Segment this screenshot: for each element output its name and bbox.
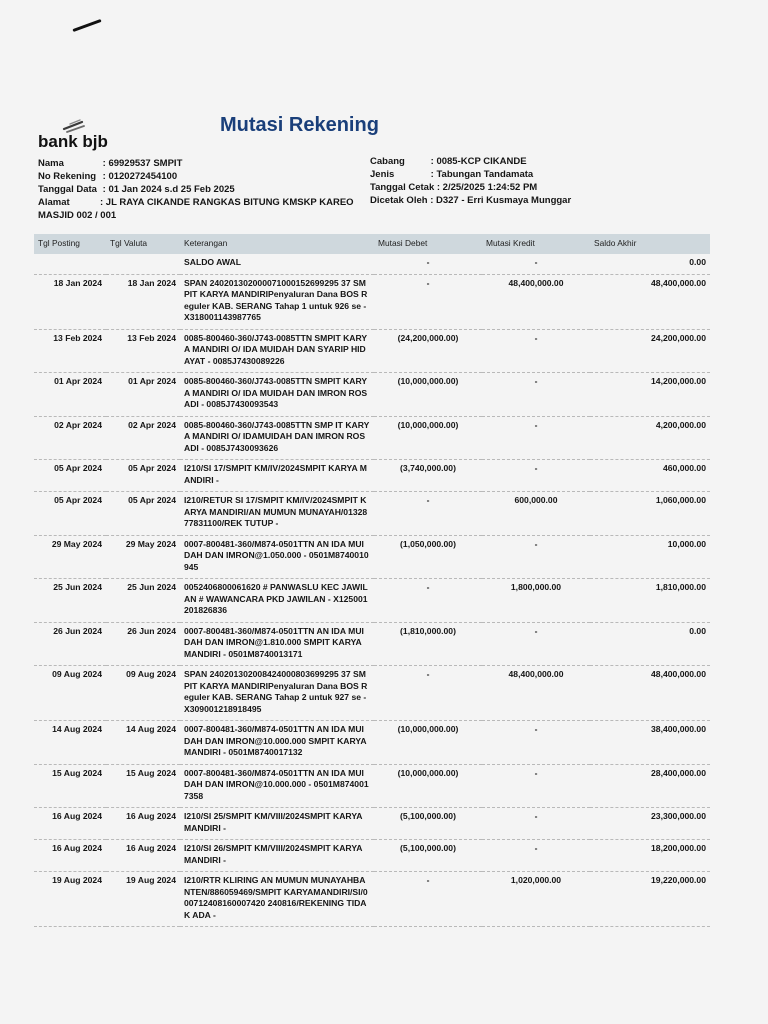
cell-mutasi-kredit: - — [482, 329, 590, 373]
cell-tgl-valuta: 02 Apr 2024 — [106, 416, 180, 460]
cell-keterangan: 0052406800061620 # PANWASLU KEC JAWILAN # WAWANCARA PKD JAWILAN - X125001201826836 — [180, 579, 374, 623]
cell-mutasi-kredit: - — [482, 808, 590, 840]
cell-mutasi-debet: (5,100,000.00) — [374, 840, 482, 872]
header-tgl-posting: Tgl Posting — [34, 234, 106, 254]
cell-keterangan: 0085-800460-360/J743-0085TTN SMPIT KARYA MANDIRI O/ IDA MUIDAH DAN SYARIP HIDAYAT - 0085J7430089226 — [180, 329, 374, 373]
cell-tgl-posting: 13 Feb 2024 — [34, 329, 106, 373]
cell-mutasi-kredit: 1,020,000.00 — [482, 872, 590, 927]
cell-tgl-valuta: 13 Feb 2024 — [106, 329, 180, 373]
transactions-table — [34, 234, 710, 927]
account-info-right — [370, 155, 750, 207]
cell-tgl-posting: 02 Apr 2024 — [34, 416, 106, 460]
cell-tgl-posting: 25 Jun 2024 — [34, 579, 106, 623]
cell-tgl-posting: 01 Apr 2024 — [34, 373, 106, 417]
cell-mutasi-kredit: - — [482, 622, 590, 666]
cell-saldo-akhir: 4,200,000.00 — [590, 416, 710, 460]
pen-mark — [72, 19, 101, 32]
header-mutasi-debet: Mutasi Debet — [374, 234, 482, 254]
cell-tgl-valuta: 19 Aug 2024 — [106, 872, 180, 927]
info-row-jenis — [370, 168, 750, 181]
info-label: Dicetak Oleh — [370, 195, 428, 206]
cell-saldo-akhir: 19,220,000.00 — [590, 872, 710, 927]
table-header-row — [34, 234, 710, 254]
cell-mutasi-kredit: 600,000.00 — [482, 492, 590, 536]
cell-saldo-akhir: 18,200,000.00 — [590, 840, 710, 872]
table-row — [34, 254, 710, 274]
table-row — [34, 840, 710, 872]
cell-mutasi-kredit: - — [482, 254, 590, 274]
cell-keterangan: I210/SI 17/SMPIT KM/IV/2024SMPIT KARYA MANDIRI - — [180, 460, 374, 492]
cell-tgl-posting: 18 Jan 2024 — [34, 274, 106, 329]
cell-saldo-akhir: 0.00 — [590, 254, 710, 274]
cell-saldo-akhir: 28,400,000.00 — [590, 764, 710, 808]
cell-keterangan: 0007-800481-360/M874-0501TTN AN IDA MUIDAH DAN IMRON@1.050.000 - 0501M8740010945 — [180, 535, 374, 579]
info-value: : Tabungan Tandamata — [430, 169, 534, 180]
cell-saldo-akhir: 1,060,000.00 — [590, 492, 710, 536]
info-row-dicetak-oleh — [370, 194, 750, 207]
cell-keterangan: SPAN 240201302008424000803699295 37 SMPIT KARYA MANDIRIPenyaluran Dana BOS Reguler KAB. SERANG Tahap 2 untuk 927 se - X309001218918495 — [180, 666, 374, 721]
cell-keterangan: I210/SI 26/SMPIT KM/VIII/2024SMPIT KARYA MANDIRI - — [180, 840, 374, 872]
cell-tgl-posting: 09 Aug 2024 — [34, 666, 106, 721]
cell-saldo-akhir: 1,810,000.00 — [590, 579, 710, 623]
info-label: No Rekening — [38, 171, 97, 182]
cell-mutasi-debet: - — [374, 666, 482, 721]
cell-mutasi-debet: (1,810,000.00) — [374, 622, 482, 666]
cell-mutasi-kredit: - — [482, 840, 590, 872]
cell-tgl-posting — [34, 254, 106, 274]
info-row-no-rekening — [38, 170, 368, 183]
cell-mutasi-debet: - — [374, 274, 482, 329]
table-row — [34, 274, 710, 329]
header-tgl-valuta: Tgl Valuta — [106, 234, 180, 254]
cell-mutasi-debet: (5,100,000.00) — [374, 808, 482, 840]
table-row — [34, 764, 710, 808]
info-row-alamat — [38, 196, 358, 222]
cell-saldo-akhir: 460,000.00 — [590, 460, 710, 492]
cell-tgl-valuta: 15 Aug 2024 — [106, 764, 180, 808]
cell-saldo-akhir: 24,200,000.00 — [590, 329, 710, 373]
cell-mutasi-kredit: 48,400,000.00 — [482, 666, 590, 721]
cell-mutasi-debet: (10,000,000.00) — [374, 416, 482, 460]
cell-mutasi-kredit: - — [482, 764, 590, 808]
info-label: Jenis — [370, 169, 395, 180]
cell-saldo-akhir: 0.00 — [590, 622, 710, 666]
cell-tgl-posting: 05 Apr 2024 — [34, 460, 106, 492]
cell-tgl-valuta: 16 Aug 2024 — [106, 840, 180, 872]
cell-tgl-posting: 16 Aug 2024 — [34, 808, 106, 840]
info-value: : JL RAYA CIKANDE RANGKAS BITUNG KMSKP KAREO MASJID 002 / 001 — [38, 197, 354, 221]
cell-tgl-posting: 19 Aug 2024 — [34, 872, 106, 927]
cell-tgl-posting: 14 Aug 2024 — [34, 721, 106, 765]
info-value: : 0120272454100 — [102, 171, 178, 182]
table-row — [34, 460, 710, 492]
table-row — [34, 492, 710, 536]
cell-mutasi-debet: - — [374, 579, 482, 623]
table-row — [34, 808, 710, 840]
cell-keterangan: I210/RTR KLIRING AN MUMUN MUNAYAHBANTEN/886059469/SMPIT KARYAMANDIRI/SI/000712408160007420 240816/REKENING TIDAK ADA - — [180, 872, 374, 927]
header-mutasi-kredit: Mutasi Kredit — [482, 234, 590, 254]
cell-saldo-akhir: 48,400,000.00 — [590, 274, 710, 329]
info-label: Tanggal Cetak — [370, 182, 435, 193]
cell-tgl-valuta: 29 May 2024 — [106, 535, 180, 579]
cell-keterangan: I210/SI 25/SMPIT KM/VIII/2024SMPIT KARYA MANDIRI - — [180, 808, 374, 840]
cell-tgl-valuta: 16 Aug 2024 — [106, 808, 180, 840]
cell-tgl-posting: 05 Apr 2024 — [34, 492, 106, 536]
cell-mutasi-debet: - — [374, 872, 482, 927]
info-value: : 01 Jan 2024 s.d 25 Feb 2025 — [102, 184, 235, 195]
table-row — [34, 872, 710, 927]
cell-keterangan: 0007-800481-360/M874-0501TTN AN IDA MUIDAH DAN IMRON@10.000.000 - 0501M8740017358 — [180, 764, 374, 808]
cell-tgl-valuta: 25 Jun 2024 — [106, 579, 180, 623]
cell-mutasi-debet: (24,200,000.00) — [374, 329, 482, 373]
info-row-nama — [38, 157, 368, 170]
info-value: : D327 - Erri Kusmaya Munggar — [430, 195, 572, 206]
cell-tgl-posting: 29 May 2024 — [34, 535, 106, 579]
cell-mutasi-kredit: - — [482, 373, 590, 417]
cell-keterangan: SALDO AWAL — [180, 254, 374, 274]
cell-mutasi-debet: (1,050,000.00) — [374, 535, 482, 579]
cell-mutasi-debet: (10,000,000.00) — [374, 764, 482, 808]
cell-saldo-akhir: 23,300,000.00 — [590, 808, 710, 840]
table-row — [34, 416, 710, 460]
cell-tgl-valuta: 14 Aug 2024 — [106, 721, 180, 765]
cell-mutasi-kredit: - — [482, 721, 590, 765]
header-saldo-akhir: Saldo Akhir — [590, 234, 710, 254]
info-row-tanggal-cetak — [370, 181, 750, 194]
table-row — [34, 535, 710, 579]
cell-mutasi-kredit: - — [482, 416, 590, 460]
cell-saldo-akhir: 14,200,000.00 — [590, 373, 710, 417]
table-row — [34, 329, 710, 373]
cell-mutasi-kredit: - — [482, 535, 590, 579]
cell-tgl-valuta: 09 Aug 2024 — [106, 666, 180, 721]
cell-keterangan: 0007-800481-360/M874-0501TTN AN IDA MUIDAH DAN IMRON@1.810.000 SMPIT KARYA MANDIRI - 0501M8740013171 — [180, 622, 374, 666]
table-body — [34, 254, 710, 927]
info-label: Nama — [38, 158, 64, 169]
info-row-tanggal-data — [38, 183, 368, 196]
cell-mutasi-debet: - — [374, 254, 482, 274]
cell-mutasi-debet: (10,000,000.00) — [374, 721, 482, 765]
account-info-left — [38, 157, 368, 222]
document-title: Mutasi Rekening — [220, 114, 379, 136]
info-row-cabang — [370, 155, 750, 168]
table-row — [34, 721, 710, 765]
table-row — [34, 373, 710, 417]
cell-saldo-akhir: 48,400,000.00 — [590, 666, 710, 721]
table-row — [34, 622, 710, 666]
cell-tgl-valuta: 18 Jan 2024 — [106, 274, 180, 329]
cell-tgl-valuta: 05 Apr 2024 — [106, 492, 180, 536]
cell-mutasi-kredit: 1,800,000.00 — [482, 579, 590, 623]
table-row — [34, 666, 710, 721]
cell-keterangan: 0085-800460-360/J743-0085TTN SMP IT KARYA MANDIRI O/ IDAMUIDAH DAN IMRON ROSADI - 0085J7430093626 — [180, 416, 374, 460]
cell-tgl-valuta — [106, 254, 180, 274]
table-row — [34, 579, 710, 623]
info-value: : 0085-KCP CIKANDE — [430, 156, 527, 167]
cell-mutasi-debet: (3,740,000.00) — [374, 460, 482, 492]
cell-tgl-valuta: 01 Apr 2024 — [106, 373, 180, 417]
cell-saldo-akhir: 38,400,000.00 — [590, 721, 710, 765]
info-value: : 2/25/2025 1:24:52 PM — [436, 182, 538, 193]
cell-mutasi-kredit: - — [482, 460, 590, 492]
cell-mutasi-debet: - — [374, 492, 482, 536]
cell-saldo-akhir: 10,000.00 — [590, 535, 710, 579]
cell-keterangan: SPAN 240201302000071000152699295 37 SMPIT KARYA MANDIRIPenyaluran Dana BOS Reguler KAB. SERANG Tahap 1 untuk 926 se - X318001143987765 — [180, 274, 374, 329]
info-value: : 69929537 SMPIT — [102, 158, 183, 169]
info-label: Cabang — [370, 156, 405, 167]
cell-tgl-posting: 16 Aug 2024 — [34, 840, 106, 872]
info-label: Alamat — [38, 197, 70, 208]
cell-tgl-posting: 15 Aug 2024 — [34, 764, 106, 808]
bank-name: bank bjb — [38, 132, 108, 151]
cell-keterangan: 0085-800460-360/J743-0085TTN SMPIT KARYA MANDIRI O/ IDA MUIDAH DAN IMRON ROSADI - 0085J7430093543 — [180, 373, 374, 417]
cell-mutasi-kredit: 48,400,000.00 — [482, 274, 590, 329]
info-label: Tanggal Data — [38, 184, 97, 195]
cell-mutasi-debet: (10,000,000.00) — [374, 373, 482, 417]
cell-keterangan: 0007-800481-360/M874-0501TTN AN IDA MUIDAH DAN IMRON@10.000.000 SMPIT KARYA MANDIRI - 0501M8740017132 — [180, 721, 374, 765]
header-keterangan: Keterangan — [180, 234, 374, 254]
cell-tgl-valuta: 26 Jun 2024 — [106, 622, 180, 666]
cell-keterangan: I210/RETUR SI 17/SMPIT KM/IV/2024SMPIT KARYA MANDIRI/AN MUMUN MUNAYAH/0132877831100/REK TUTUP - — [180, 492, 374, 536]
cell-tgl-posting: 26 Jun 2024 — [34, 622, 106, 666]
cell-tgl-valuta: 05 Apr 2024 — [106, 460, 180, 492]
